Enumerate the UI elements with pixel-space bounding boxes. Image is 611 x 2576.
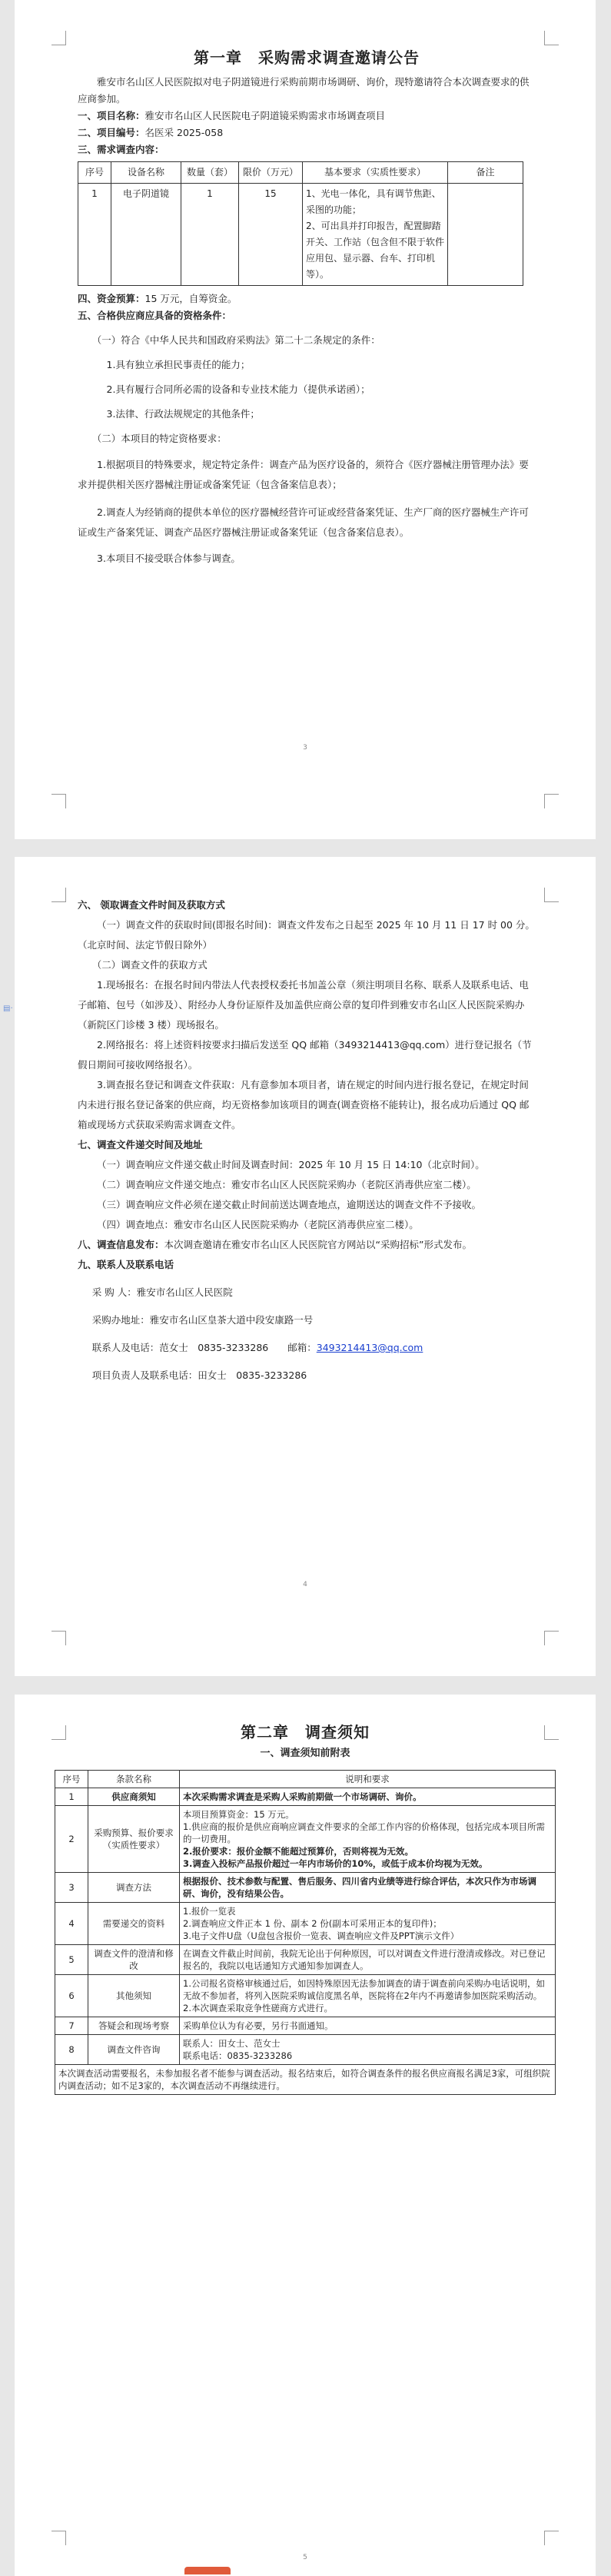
intro-paragraph: 雅安市名山区人民医院拟对电子阴道镜进行采购前期市场调研、询价，现特邀请符合本次调查要求的供应商参加。 (78, 76, 530, 105)
email-link[interactable]: 3493214413@qq.com (316, 1342, 423, 1353)
chapter-title: 第二章 调查须知 (241, 1723, 370, 1741)
crop-mark (544, 2531, 559, 2545)
document-page-3 (15, 1695, 596, 2576)
table-row (55, 2017, 556, 2035)
section-heading: 六、 领取调查文件时间及获取方式 (78, 899, 225, 911)
cell-line: 2.报价要求：报价金额不能超过预算价，否则将视为无效。 (183, 1846, 413, 1857)
table-header: 序号 (55, 1771, 88, 1788)
body-text: （一）调查文件的获取时间(即报名时间)：调查文件发布之日起至 2025 年 10 月 11 日 17 时 00 分。（北京时间、法定节假日除外） (78, 919, 535, 951)
chapter-title: 第一章 采购需求调查邀请公告 (194, 48, 420, 67)
table-cell: 3 (55, 1873, 88, 1903)
table-header-row (78, 162, 523, 184)
contact-line: 联系人及电话：范女士 0835-3233286 邮箱：3493214413@qq.com (91, 1342, 423, 1353)
table-header-row (55, 1771, 556, 1788)
cell-line: 2.本次调查采取竞争性磋商方式进行。 (183, 2003, 333, 2013)
table-cell: 答疑会和现场考察 (88, 2017, 180, 2035)
document-page-2 (15, 857, 596, 1676)
table-row (55, 1975, 556, 2017)
budget: 四、资金预算：15 万元，自筹资金。 (78, 293, 237, 304)
page-number: 3 (303, 744, 307, 752)
cell-line: 3.电子文件U盘（U盘包含报价一览表、调查响应文件及PPT演示文件） (183, 1930, 460, 1941)
cell-line: 1.供应商的报价是供应商响应调查文件要求的全部工作内容的价格体现，包括完成本项目所需的一切费用。 (183, 1821, 545, 1844)
table-cell (180, 1975, 556, 2017)
page-number: 5 (303, 2554, 307, 2561)
table-cell: 8 (55, 2035, 88, 2065)
table-cell: 1 (181, 184, 239, 286)
table-cell: 5 (55, 1945, 88, 1975)
condition-text: 3.法律、行政法规规定的其他条件； (106, 408, 260, 420)
table-cell: 其他须知 (88, 1975, 180, 2017)
cell-line: 2.调查响应文件正本 1 份、副本 2 份(副本可采用正本的复印件)； (183, 1918, 442, 1929)
body-text: （二）调查响应文件递交地点：雅安市名山区人民医院采购办（老院区消毒供应室二楼）。 (97, 1179, 477, 1190)
office-address: 采购办地址：雅安市名山区皇茶大道中段安康路一号 (91, 1314, 314, 1326)
cell-line: 1.报价一览表 (183, 1906, 236, 1917)
table-cell: 调查方法 (88, 1873, 180, 1903)
table-row (55, 1903, 556, 1945)
table-footer-row (55, 2065, 556, 2095)
table-cell (180, 2035, 556, 2065)
body-text: （四）调查地点：雅安市名山区人民医院采购办（老院区消毒供应室二楼）。 (97, 1219, 419, 1230)
buyer: 采 购 人：雅安市名山区人民医院 (91, 1286, 233, 1298)
table-cell: 根据报价、技术参数与配置、售后服务、四川省内业绩等进行综合评估，本次只作为市场调研、询价，没有结果公告。 (180, 1873, 556, 1903)
cell-line: 本项目预算资金：15 万元。 (183, 1809, 294, 1820)
table-header: 序号 (78, 162, 111, 184)
info-release: 八、调查信息发布：本次调查邀请在雅安市名山区人民医院官方网站以“采购招标”形式发布。 (78, 1239, 472, 1250)
crop-mark (51, 794, 66, 808)
condition-text: （一）符合《中华人民共和国政府采购法》第二十二条规定的条件： (91, 334, 380, 346)
table-header: 限价（万元） (239, 162, 303, 184)
page-1-body (78, 49, 536, 567)
table-row (55, 1873, 556, 1903)
table-cell: 7 (55, 2017, 88, 2035)
table-header: 设备名称 (111, 162, 181, 184)
body-text: （三）调查响应文件必须在递交截止时间前送达调查地点，逾期送达的调查文件不予接收。 (97, 1199, 482, 1210)
project-lead: 项目负责人及联系电话：田女士 0835-3233286 (91, 1369, 307, 1381)
table-cell: 供应商须知 (88, 1788, 180, 1806)
crop-mark (544, 794, 559, 808)
condition-text: 2.调查人为经销商的提供本单位的医疗器械经营许可证或经营备案凭证、生产厂商的医疗器械生产许可证或生产备案凭证、调查产品医疗器械注册证或备案凭证（包含备案信息表）。 (78, 506, 529, 538)
crop-mark (544, 31, 559, 45)
requirements-table (78, 161, 523, 286)
comment-marker-icon[interactable]: ▤· (3, 1004, 13, 1013)
requirement-item: 2、可出具并打印报告，配置脚踏开关、工作站（包含但不限于软件应用包、显示器、台车、打印机等）。 (306, 221, 445, 280)
table-cell (180, 1903, 556, 1945)
stamp-fragment (184, 2567, 231, 2574)
section-heading: 七、调查文件递交时间及地址 (78, 1139, 203, 1150)
body-text: 2.网络报名：将上述资料按要求扫描后发送至 QQ 邮箱（3493214413@qq.com）进行登记报名（节假日期间可接收网络报名）。 (78, 1039, 532, 1071)
table-cell: 采购预算、报价要求（实质性要求） (88, 1806, 180, 1873)
project-name: 一、项目名称：雅安市名山区人民医院电子阴道镜采购需求市场调查项目 (78, 110, 386, 121)
crop-mark (544, 1631, 559, 1645)
body-text: 3.调查报名登记和调查文件获取：凡有意参加本项目者，请在规定的时间内进行报名登记，在规定时间内未进行报名登记备案的供应商，均无资格参加该项目的调查(调查资格不能转让)，报名成功后通过 QQ 邮箱或现场方式获取采购需求调查文件。 (78, 1079, 530, 1130)
cell-line: 联系电话：0835-3233286 (183, 2050, 293, 2061)
table-cell: 调查文件咨询 (88, 2035, 180, 2065)
table-header: 说明和要求 (180, 1771, 556, 1788)
cell-line: 3.调查入投标产品报价超过一年内市场价的10%，或低于成本价均视为无效。 (183, 1858, 488, 1869)
crop-mark (51, 1631, 66, 1645)
table-header: 备注 (448, 162, 523, 184)
page-number: 4 (303, 1581, 307, 1588)
table-row (55, 2035, 556, 2065)
table-title: 一、调查须知前附表 (260, 1748, 350, 1759)
table-cell: 2 (55, 1806, 88, 1873)
table-cell: 1 (78, 184, 111, 286)
condition-text: 1.具有独立承担民事责任的能力； (106, 359, 251, 370)
section-heading: 五、合格供应商应具备的资格条件： (78, 310, 232, 321)
table-row (78, 184, 523, 286)
condition-text: 2.具有履行合同所必需的设备和专业技术能力（提供承诺函）； (106, 383, 370, 395)
condition-text: （二）本项目的特定资格要求： (91, 433, 227, 444)
table-cell: 本次采购需求调查是采购人采购前期做一个市场调研、询价。 (180, 1788, 556, 1806)
table-row (55, 1945, 556, 1975)
document-page-1 (15, 0, 596, 839)
table-cell: 需要递交的资料 (88, 1903, 180, 1945)
body-text: （一）调查响应文件递交截止时间及调查时间：2025 年 10 月 15 日 14:10（北京时间）。 (97, 1159, 485, 1170)
table-cell: 电子阴道镜 (111, 184, 181, 286)
crop-mark (51, 888, 66, 902)
body-text: （二）调查文件的获取方式 (91, 959, 208, 971)
table-header: 基本要求（实质性要求） (303, 162, 448, 184)
crop-mark (544, 888, 559, 902)
table-cell: 6 (55, 1975, 88, 2017)
table-row (55, 1788, 556, 1806)
crop-mark (51, 31, 66, 45)
crop-mark (51, 2531, 66, 2545)
cell-line: 1.公司报名资格审核通过后，如因特殊原因无法参加调查的请于调查前向采购办电话说明，如无故不参加者，将列入医院采购诚信度黑名单，医院将在2年内不再邀请参加医院采购活动。 (183, 1978, 545, 2001)
cell-line: 联系人：田女士、范女士 (183, 2038, 281, 2049)
condition-text: 3.本项目不接受联合体参与调查。 (97, 553, 241, 564)
condition-text: 1.根据项目的特殊要求，规定特定条件：调查产品为医疗设备的，须符合《医疗器械注册管理办法》要求并提供相关医疗器械注册证或备案凭证（包含备案信息表）； (78, 459, 529, 490)
requirement-item: 1、光电一体化，具有调节焦距、采图的功能； (306, 188, 441, 215)
page-3-body (55, 1724, 556, 2095)
table-cell: 调查文件的澄清和修改 (88, 1945, 180, 1975)
table-cell (303, 184, 448, 286)
table-cell: 1 (55, 1788, 88, 1806)
table-cell (180, 1806, 556, 1873)
table-cell: 在调查文件截止时间前，我院无论出于何种原因，可以对调查文件进行澄清或修改。对已登记报名的，我院以电话通知方式通知参加调查人。 (180, 1945, 556, 1975)
project-number: 二、项目编号：名医采 2025-058 (78, 127, 224, 138)
section-heading: 九、联系人及联系电话 (78, 1259, 174, 1270)
table-header: 条款名称 (88, 1771, 180, 1788)
table-cell: 15 (239, 184, 303, 286)
table-header: 数量（套） (181, 162, 239, 184)
table-row (55, 1806, 556, 1873)
section-heading: 三、需求调查内容： (78, 144, 164, 155)
table-cell: 4 (55, 1903, 88, 1945)
table-cell (448, 184, 523, 286)
table-footer-note: 本次调查活动需要报名，未参加报名者不能参与调查活动。报名结束后，如符合调查条件的报名供应商报名满足3家，可组织院内调查活动；如不足3家的，本次调查活动不再继续进行。 (55, 2065, 556, 2095)
table-cell: 采购单位认为有必要，另行书面通知。 (180, 2017, 556, 2035)
notice-table (55, 1770, 556, 2095)
page-2-body (78, 895, 536, 1386)
body-text: 1.现场报名：在报名时间内带法人代表授权委托书加盖公章（须注明项目名称、联系人及联系电话、电子邮箱、包号（如涉及）、附经办人身份证原件及加盖供应商公章的复印件到雅安市名山区人民医院采购办（新院区门诊楼 3 楼）现场报名。 (78, 979, 529, 1031)
